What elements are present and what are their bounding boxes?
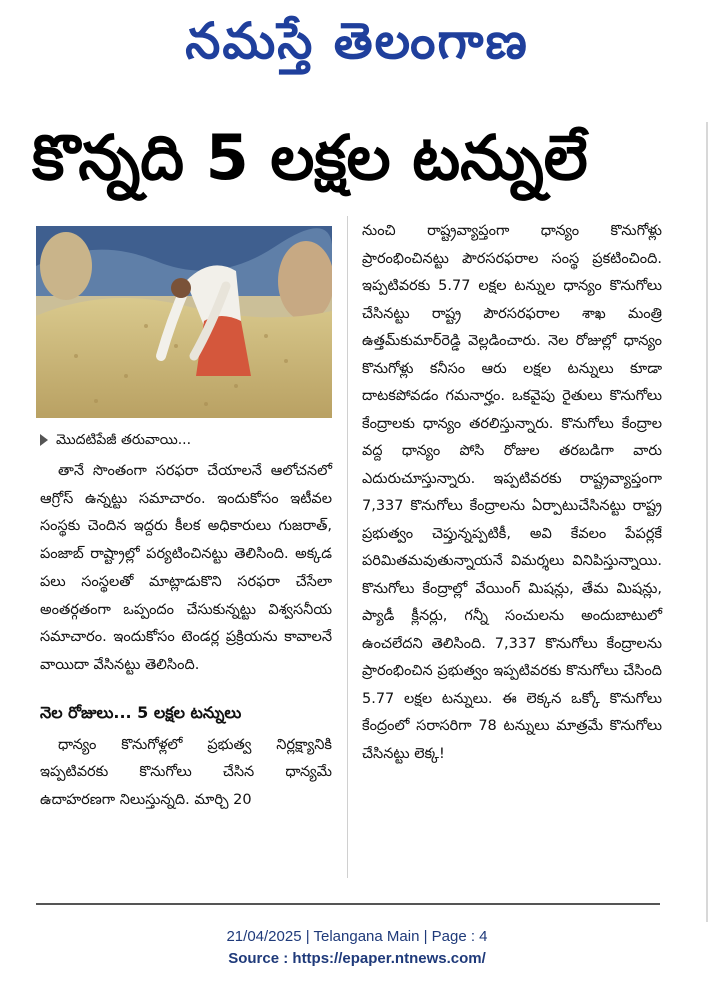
farmer-with-paddy-image — [36, 226, 332, 418]
right-paragraph: నుంచి రాష్ట్రవ్యాప్తంగా ధాన్యం కొనుగోళ్లు ప్రారంభించినట్టు పౌరసరఫరాల సంస్థ ప్రకటించింది. ఇప్పటివరకు 5.77 లక్షల టన్నుల ధాన్యం కొనుగోలు చేసినట్టు రాష్ట్ర పౌరసరఫరాల శాఖ మంత్రి ఉత్తమ్‌కుమార్‌రెడ్డి వెల్లడించారు. నెల రోజుల్లో ధాన్యం కొనుగోళ్లు కనీసం ఆరు లక్షల టన్నులు కూడా దాటకపోవడం గమనార్హం. ఒకవైపు రైతులు కొనుగోలు కేంద్రాలకు ధాన్యం తరలిస్తున్నారు. కొనుగోలు కేంద్రాల వద్ద ధాన్యం పోసి రోజుల తరబడిగా వారు ఎదురుచూస్తున్నారు. ఇప్పటివరకు రాష్ట్రవ్యాప్తంగా 7,337 కొనుగోలు కేంద్రాలను ఏర్పాటుచేసినట్టు రాష్ట్ర ప్రభుత్వం చెప్తున్నప్పటికీ, అవి కేవలం పేపర్లకే పరిమితమవుతున్నాయనే విమర్శలు వినిపిస్తున్నాయి. కొనుగోలు కేంద్రాల్లో వేయింగ్ మిషన్లు, తేమ మిషన్లు, ప్యాడీ క్లీనర్లు, గన్నీ సంచులను అందుబాటులో ఉంచలేదని తెలిసింది. 7,337 కొనుగోలు కేంద్రాలను ప్రారంభించిన ప్రభుత్వం ఇప్పటివరకు కొనుగోలు చేసింది 5.77 లక్షల టన్నులు. ఈ లెక్కన ఒక్కో కొనుగోలు కేంద్రంలో సరాసరిగా 78 టన్నులు మాత్రమే కొనుగోలు చేసినట్టు లెక్క! — [362, 223, 662, 762]
article-subheading: నెల రోజులు... 5 లక్షల టన్నులు — [40, 702, 242, 722]
column-divider — [347, 216, 348, 878]
left-paragraph-2: ధాన్యం కొనుగోళ్లలో ప్రభుత్వ నిర్లక్ష్యానికి ఇప్పటివరకు కొనుగోలు చేసిన ధాన్యమే ఉదాహరణగా నిలుస్తున్నది. మార్చి 20 — [40, 736, 332, 809]
caption-arrow-icon — [40, 434, 48, 446]
left-paragraph-1: తానే సొంతంగా సరఫరా చేయాలనే ఆలోచనలో ఆగ్రోస్ ఉన్నట్టు సమాచారం. ఇందుకోసం ఇటీవల సంస్థకు చెందిన ఇద్దరు కీలక అధికారులు గుజరాత్, పంజాబ్ రాష్ట్రాల్లో పర్యటించినట్టు తెలిసింది. అక్కడ పలు సంస్థలతో మాట్లాడుకొని సరఫరా చేసేలా అంతర్గతంగా ఒప్పందం చేసుకున్నట్టు విశ్వసనీయ సమాచారం. ఇందుకోసం టెండర్ల ప్రక్రియను కావాలనే వాయిదా వేసినట్టు తెలిసింది. — [40, 463, 332, 673]
article-left-column — [40, 458, 332, 815]
article-photo — [36, 226, 332, 418]
photo-caption — [40, 428, 330, 452]
source-link[interactable]: Source : https://epaper.ntnews.com/ — [228, 950, 486, 967]
footer-rule — [36, 903, 660, 905]
edition-info: 21/04/2025 | Telangana Main | Page : 4 — [226, 928, 488, 945]
photo-caption-text: మొదటిపేజీ తరువాయి... — [56, 432, 192, 448]
article-right-column — [362, 218, 662, 768]
page-edge-rule — [706, 122, 708, 922]
newspaper-masthead: నమస్తే తెలంగాణ — [185, 12, 529, 70]
article-headline: కొన్నది 5 లక్షల టన్నులే — [32, 121, 588, 194]
